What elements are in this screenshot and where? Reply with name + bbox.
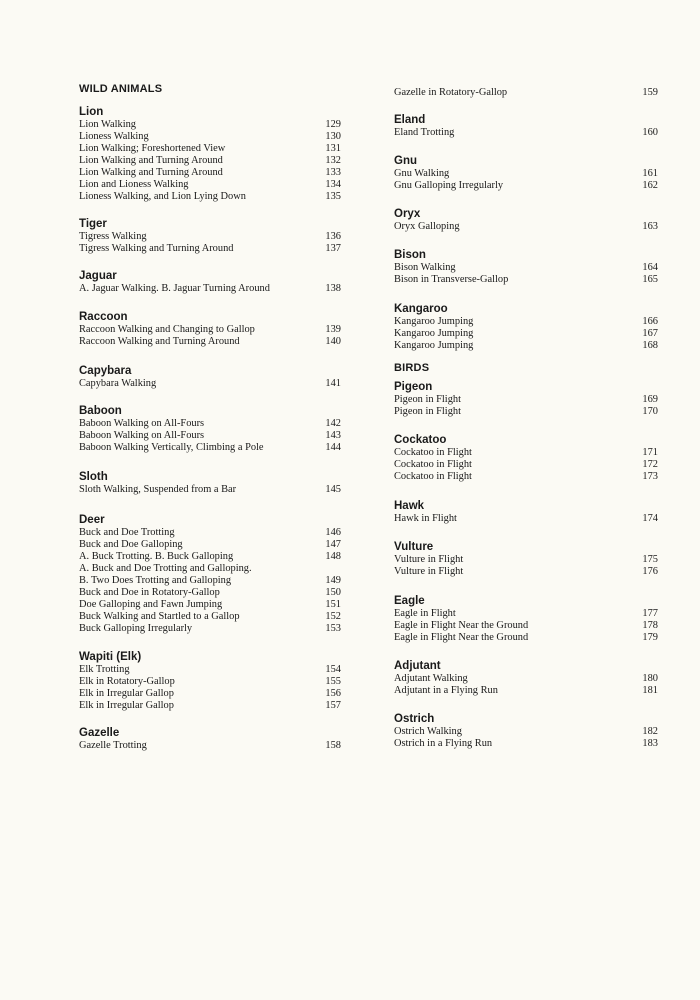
group-adjutant xyxy=(394,660,658,697)
entry-title: Kangaroo Jumping xyxy=(394,316,474,327)
page-number: 158 xyxy=(325,740,341,751)
entry-title: Adjutant Walking xyxy=(394,673,468,684)
page-number: 130 xyxy=(325,131,341,142)
group-title: Jaguar xyxy=(79,270,117,282)
entry-title: A. Buck and Doe Trotting and Galloping. xyxy=(79,563,252,574)
page-number: 136 xyxy=(325,231,341,242)
index-entry xyxy=(79,539,341,551)
group-jaguar xyxy=(79,270,341,295)
entry-title: Pigeon in Flight xyxy=(394,406,461,417)
index-entry xyxy=(394,127,658,139)
page-number: 129 xyxy=(325,119,341,130)
index-entry xyxy=(394,738,658,750)
page-number: 162 xyxy=(642,180,658,191)
index-entry xyxy=(79,527,341,539)
entry-title: Buck and Doe in Rotatory-Gallop xyxy=(79,587,220,598)
entry-title: Raccoon Walking and Changing to Gallop xyxy=(79,324,255,335)
entry-title: Oryx Galloping xyxy=(394,221,460,232)
group-title: Ostrich xyxy=(394,713,435,725)
entry-title: Baboon Walking on All-Fours xyxy=(79,430,205,441)
section-title-wild-animals: WILD ANIMALS xyxy=(79,83,163,95)
index-entry xyxy=(394,566,658,578)
page-number: 163 xyxy=(642,221,658,232)
entry-title: A. Buck Trotting. B. Buck Galloping xyxy=(79,551,234,562)
entry-title: Elk in Rotatory-Gallop xyxy=(79,676,175,687)
entry-title: Lion Walking and Turning Around xyxy=(79,167,223,178)
index-entry xyxy=(79,688,341,700)
index-entry xyxy=(79,131,341,143)
entry-title: Eagle in Flight Near the Ground xyxy=(394,620,529,631)
entry-title: Buck and Doe Galloping xyxy=(79,539,183,550)
index-entry xyxy=(394,554,658,566)
entry-title: Eagle in Flight Near the Ground xyxy=(394,632,529,643)
index-entry xyxy=(394,673,658,685)
index-entry xyxy=(79,599,341,611)
page-number: 169 xyxy=(642,394,658,405)
group-gnu xyxy=(394,155,658,192)
page-number: 132 xyxy=(325,155,341,166)
index-entry xyxy=(394,274,658,286)
group-hawk xyxy=(394,500,658,525)
page-number: 142 xyxy=(325,418,341,429)
page-number: 147 xyxy=(325,539,341,550)
entry-title: Bison Walking xyxy=(394,262,456,273)
entry-title: Doe Galloping and Fawn Jumping xyxy=(79,599,223,610)
index-entry xyxy=(394,180,658,192)
index-entry xyxy=(79,324,341,336)
page-number: 179 xyxy=(642,632,658,643)
index-entry xyxy=(394,471,658,483)
page-number: 165 xyxy=(642,274,658,285)
entry-title: Gnu Galloping Irregularly xyxy=(394,180,504,191)
group-ostrich xyxy=(394,713,658,750)
page-number: 133 xyxy=(325,167,341,178)
group-gazelle xyxy=(79,727,341,752)
index-entry xyxy=(79,551,341,563)
page-number: 135 xyxy=(325,191,341,202)
page-number: 138 xyxy=(325,283,341,294)
page-number: 146 xyxy=(325,527,341,538)
group-title: Vulture xyxy=(394,541,434,553)
entry-title: Cockatoo in Flight xyxy=(394,471,472,482)
group-title: Raccoon xyxy=(79,311,128,323)
page-number: 174 xyxy=(642,513,658,524)
index-entry xyxy=(79,623,341,635)
entry-title: Elk Trotting xyxy=(79,664,130,675)
group-title: Baboon xyxy=(79,405,122,417)
index-entry xyxy=(79,575,341,587)
index-entry xyxy=(79,611,341,623)
entry-title: Lioness Walking, and Lion Lying Down xyxy=(79,191,246,202)
page-number: 176 xyxy=(642,566,658,577)
group-eland xyxy=(394,114,658,139)
group-cockatoo xyxy=(394,434,658,483)
page-number: 155 xyxy=(325,676,341,687)
group-eagle xyxy=(394,595,658,644)
page-number: 151 xyxy=(325,599,341,610)
entry-title: Tigress Walking xyxy=(79,231,147,242)
entry-title: Elk in Irregular Gallop xyxy=(79,700,174,711)
group-title: Eagle xyxy=(394,595,425,607)
page-number: 143 xyxy=(325,430,341,441)
entry-title: Buck Galloping Irregularly xyxy=(79,623,193,634)
entry-title: Gazelle Trotting xyxy=(79,740,147,751)
group-title: Pigeon xyxy=(394,381,433,393)
entry-title: Ostrich Walking xyxy=(394,726,462,737)
page-number: 144 xyxy=(325,442,341,453)
group-tiger xyxy=(79,218,341,255)
index-entry xyxy=(79,442,341,454)
entry-title: Eagle in Flight xyxy=(394,608,456,619)
group-title: Wapiti (Elk) xyxy=(79,651,142,663)
index-entry xyxy=(79,155,341,167)
page-number: 137 xyxy=(325,243,341,254)
index-entry xyxy=(394,340,658,352)
section-title-birds: BIRDS xyxy=(394,362,430,374)
group-pigeon xyxy=(394,381,658,418)
page-number: 160 xyxy=(642,127,658,138)
page-number: 134 xyxy=(325,179,341,190)
entry-title: Buck and Doe Trotting xyxy=(79,527,175,538)
page-number: 177 xyxy=(642,608,658,619)
group-title: Cockatoo xyxy=(394,434,447,446)
page-number: 175 xyxy=(642,554,658,565)
entry-title: Kangaroo Jumping xyxy=(394,340,474,351)
page-number: 157 xyxy=(325,700,341,711)
entry-title: Capybara Walking xyxy=(79,378,157,389)
page-number: 182 xyxy=(642,726,658,737)
page-number: 153 xyxy=(325,623,341,634)
group-kangaroo xyxy=(394,303,658,352)
index-entry xyxy=(79,119,341,131)
page-number: 166 xyxy=(642,316,658,327)
page-number: 167 xyxy=(642,328,658,339)
index-entry xyxy=(79,243,341,255)
index-entry xyxy=(394,328,658,340)
index-entry xyxy=(79,191,341,203)
index-entry xyxy=(394,447,658,459)
index-entry xyxy=(394,406,658,418)
entry-title: Gazelle in Rotatory-Gallop xyxy=(394,87,508,98)
group-title: Gazelle xyxy=(79,727,120,739)
page-number: 173 xyxy=(642,471,658,482)
index-entry xyxy=(79,430,341,442)
page-number: 183 xyxy=(642,738,658,749)
index-entry xyxy=(394,262,658,274)
page-number: 180 xyxy=(642,673,658,684)
entry-title: Lion Walking; Foreshortened View xyxy=(79,143,226,154)
index-entry xyxy=(79,740,341,752)
entry-title: Buck Walking and Startled to a Gallop xyxy=(79,611,240,622)
group-deer xyxy=(79,514,341,635)
index-entry xyxy=(79,664,341,676)
entry-title: Baboon Walking on All-Fours xyxy=(79,418,205,429)
page-number: 150 xyxy=(325,587,341,598)
index-entry xyxy=(79,231,341,243)
index-entry xyxy=(79,484,341,496)
page-number: 148 xyxy=(325,551,341,562)
index-entry xyxy=(394,87,658,99)
page-number: 141 xyxy=(325,378,341,389)
group-title: Gnu xyxy=(394,155,417,167)
index-entry xyxy=(79,676,341,688)
entry-title: Bison in Transverse-Gallop xyxy=(394,274,509,285)
entry-title: Baboon Walking Vertically, Climbing a Pole xyxy=(79,442,264,453)
index-entry xyxy=(79,378,341,390)
group-title: Capybara xyxy=(79,365,132,377)
group-wapiti-elk xyxy=(79,651,341,712)
group-sloth xyxy=(79,471,341,496)
entry-title: Ostrich in a Flying Run xyxy=(394,738,493,749)
entry-title: Lion Walking and Turning Around xyxy=(79,155,223,166)
group-capybara xyxy=(79,365,341,390)
group-vulture xyxy=(394,541,658,578)
group-title: Bison xyxy=(394,249,426,261)
entry-title: Cockatoo in Flight xyxy=(394,459,472,470)
index-entry xyxy=(79,143,341,155)
group-bison xyxy=(394,249,658,286)
index-entry xyxy=(79,563,341,575)
entry-title: Vulture in Flight xyxy=(394,554,464,565)
page-number: 164 xyxy=(642,262,658,273)
index-entry xyxy=(79,700,341,712)
entry-title: Lion Walking xyxy=(79,119,136,130)
index-entry xyxy=(79,283,341,295)
index-entry xyxy=(394,513,658,525)
index-entry xyxy=(394,394,658,406)
index-entry xyxy=(394,685,658,697)
page-number: 172 xyxy=(642,459,658,470)
page-number: 139 xyxy=(325,324,341,335)
group-title: Tiger xyxy=(79,218,107,230)
index-entry xyxy=(79,179,341,191)
group-title: Sloth xyxy=(79,471,108,483)
page-number: 168 xyxy=(642,340,658,351)
page-number: 145 xyxy=(325,484,341,495)
entry-title: Lion and Lioness Walking xyxy=(79,179,189,190)
group-lion xyxy=(79,106,341,203)
page-number: 181 xyxy=(642,685,658,696)
page-number: 154 xyxy=(325,664,341,675)
index-entry xyxy=(394,459,658,471)
group-title: Hawk xyxy=(394,500,425,512)
index-entry xyxy=(394,608,658,620)
index-entry xyxy=(79,336,341,348)
entry-title: Eland Trotting xyxy=(394,127,455,138)
page-number: 149 xyxy=(325,575,341,586)
group-title: Adjutant xyxy=(394,660,441,672)
index-entry xyxy=(79,418,341,430)
index-entry xyxy=(79,167,341,179)
page-number: 131 xyxy=(325,143,341,154)
entry-title: Raccoon Walking and Turning Around xyxy=(79,336,240,347)
group-title: Lion xyxy=(79,106,104,118)
page-number: 159 xyxy=(642,87,658,98)
entry-title: Sloth Walking, Suspended from a Bar xyxy=(79,484,237,495)
group-title: Eland xyxy=(394,114,426,126)
entry-title: Tigress Walking and Turning Around xyxy=(79,243,234,254)
index-entry xyxy=(394,632,658,644)
index-entry xyxy=(394,620,658,632)
entry-title: Elk in Irregular Gallop xyxy=(79,688,174,699)
page-number: 156 xyxy=(325,688,341,699)
index-entry xyxy=(79,587,341,599)
index-entry xyxy=(394,168,658,180)
page-number: 152 xyxy=(325,611,341,622)
index-entry xyxy=(394,316,658,328)
page-number: 161 xyxy=(642,168,658,179)
group-raccoon xyxy=(79,311,341,348)
group-oryx xyxy=(394,208,658,233)
group-title: Oryx xyxy=(394,208,421,220)
entry-title: Kangaroo Jumping xyxy=(394,328,474,339)
entry-title: Cockatoo in Flight xyxy=(394,447,472,458)
group-title: Deer xyxy=(79,514,105,526)
group-title: Kangaroo xyxy=(394,303,448,315)
group-baboon xyxy=(79,405,341,454)
page-number: 178 xyxy=(642,620,658,631)
entry-title: Lioness Walking xyxy=(79,131,149,142)
entry-title: Pigeon in Flight xyxy=(394,394,461,405)
entry-title: Vulture in Flight xyxy=(394,566,464,577)
index-entry xyxy=(394,726,658,738)
continued-entry xyxy=(394,87,658,99)
entry-title: A. Jaguar Walking. B. Jaguar Turning Around xyxy=(79,283,270,294)
entry-title: Hawk in Flight xyxy=(394,513,457,524)
index-entry xyxy=(394,221,658,233)
entry-title: Adjutant in a Flying Run xyxy=(394,685,498,696)
entry-title: B. Two Does Trotting and Galloping xyxy=(79,575,232,586)
entry-title: Gnu Walking xyxy=(394,168,450,179)
page-number: 140 xyxy=(325,336,341,347)
page-number: 170 xyxy=(642,406,658,417)
page-number: 171 xyxy=(642,447,658,458)
